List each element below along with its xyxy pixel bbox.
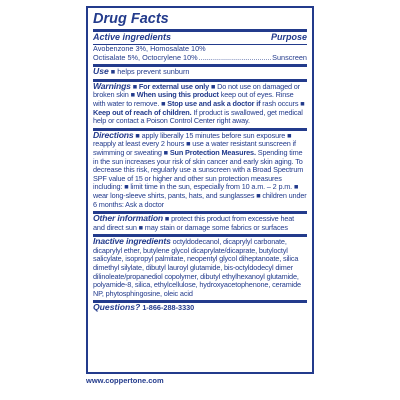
bullet-icon: ■ — [138, 222, 143, 232]
inactive-ingredients-section — [93, 237, 307, 298]
drug-facts-panel — [86, 6, 314, 374]
bullet-icon: ■ — [130, 90, 135, 100]
bullet-icon: ■ — [186, 139, 191, 149]
measure-1: limit time in the sun, especially from 10 a.m. – 2 p.m. — [130, 182, 293, 192]
bullet-icon: ■ — [293, 182, 299, 192]
direction-3: use a water resistant sunscreen if swimming or sweating — [93, 139, 296, 157]
active-ingredients-heading: Active ingredients — [93, 32, 172, 42]
inactive-ingredients-text: octyldodecanol, dicaprylyl carbonate, dicaprylyl ether, butylene glycol dicaprylate/dicaprate, butyloctyl salicylate, isopropyl palmitate, neopentyl glycol diheptanoate, silica dimethyl silylate, dibutyl lauroyl glutamide, bis-octyldodecyl dimer dilinoleate/propanediol copolymer, dibutyl ethylhexanoyl glutamide, polyamide-8, silica, ethylcellulose, hydroxyacetophenone, ceramide NP, phytosphingosine, oleic acid — [93, 237, 301, 298]
bullet-icon: ■ — [300, 98, 305, 108]
bullet-icon: ■ — [287, 130, 292, 140]
use-heading: Use — [93, 66, 109, 77]
bullet-icon: ■ — [124, 182, 129, 192]
sun-protection-text: Spending time in the sun increases your risk of skin cancer and early skin aging. To decrease this risk, regularly use a sunscreen with a Broad Spectrum SPF value of 15 or higher and other sun protection measures including: — [93, 147, 304, 192]
purpose-heading: Purpose — [270, 32, 307, 42]
bullet-icon: ■ — [161, 98, 166, 108]
warning-stop-text: rash occurs — [262, 98, 299, 108]
direction-2: reapply at least every 2 hours — [93, 139, 185, 149]
bullet-icon: ■ — [164, 214, 170, 224]
inactive-ingredients-heading: Inactive ingredients — [93, 236, 171, 247]
warnings-heading: Warnings — [93, 80, 131, 91]
other-information-section — [93, 214, 307, 232]
active-line-2-purpose: Sunscreen — [272, 52, 307, 62]
active-line-2-ingredients: Octisalate 5%, Octocrylene 10% — [93, 52, 198, 62]
bullet-icon: ■ — [135, 130, 140, 140]
active-line-2 — [93, 54, 307, 63]
website-url: www.coppertone.com — [86, 376, 164, 385]
other-information-heading: Other information — [93, 213, 164, 224]
questions-heading: Questions? — [93, 302, 141, 313]
active-line-1: Avobenzone 3%, Homosalate 10% — [93, 44, 206, 53]
leader-dots — [199, 54, 271, 63]
direction-1: apply liberally 15 minutes before sun exposure — [141, 130, 286, 140]
sun-protection-heading: Sun Protection Measures. — [169, 147, 256, 157]
active-ingredients-header — [93, 32, 307, 42]
warning-damaged: Do not use on damaged or broken skin — [93, 81, 300, 100]
directions-section — [93, 131, 307, 209]
bullet-icon: ■ — [132, 81, 137, 91]
warnings-section — [93, 82, 307, 126]
bullet-icon: ■ — [210, 81, 216, 91]
drug-facts-title: Drug Facts — [93, 11, 169, 27]
warning-swallowed: If product is swallowed, get medical help or contact a Poison Control Center right away. — [93, 107, 303, 126]
warning-when-using-text: keep out of eyes. Rinse with water to remove. — [93, 90, 294, 108]
warning-when-using-label: When using this product — [136, 90, 219, 100]
measure-3: children under 6 months: Ask a doctor — [93, 190, 307, 209]
use-text: helps prevent sunburn — [117, 67, 190, 77]
other-info-2: may stain or damage some fabrics or surfaces — [144, 222, 288, 232]
bullet-icon: ■ — [256, 190, 261, 200]
directions-heading: Directions — [93, 129, 134, 140]
bullet-icon: ■ — [163, 147, 168, 157]
measure-2: wear long-sleeve shirts, pants, hats, and sunglasses — [93, 190, 255, 200]
questions-section — [93, 303, 307, 313]
bullet-icon: ■ — [110, 67, 116, 77]
warning-external: For external use only — [138, 81, 210, 91]
warning-children: Keep out of reach of children. — [93, 107, 192, 117]
other-info-1: protect this product from excessive heat and direct sun — [93, 214, 295, 232]
questions-phone: 1-866-288-3330 — [142, 303, 195, 313]
use-section — [93, 67, 307, 77]
warning-stop-label: Stop use and ask a doctor if — [167, 98, 261, 108]
